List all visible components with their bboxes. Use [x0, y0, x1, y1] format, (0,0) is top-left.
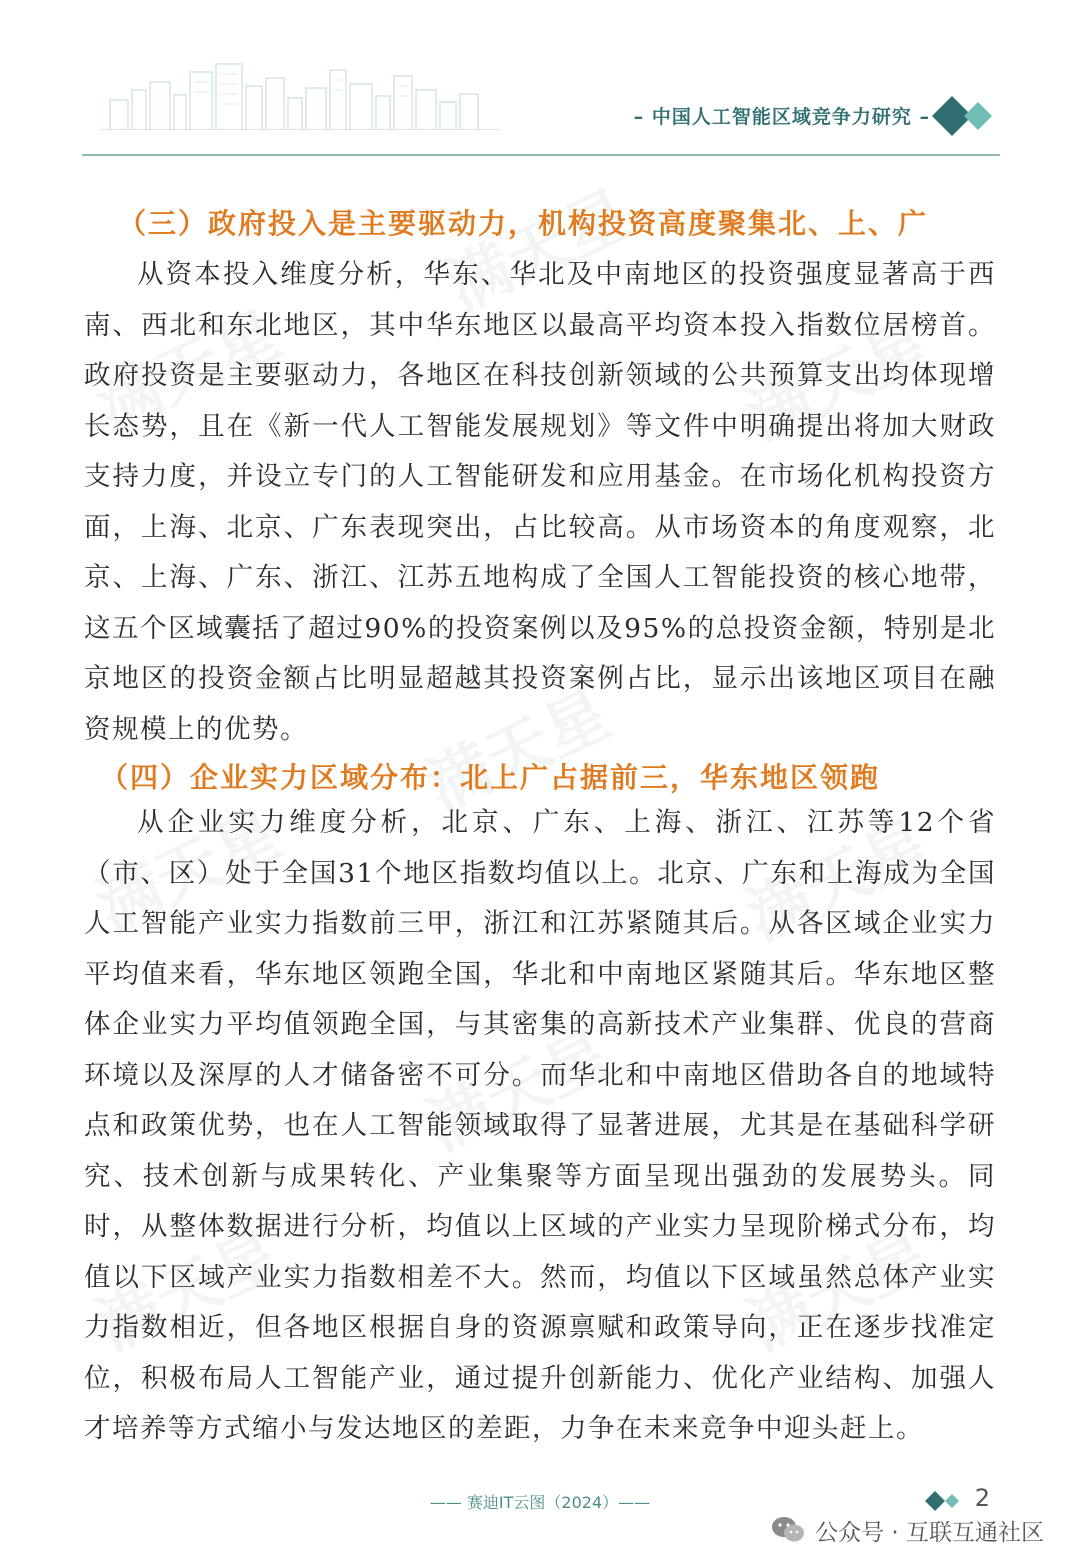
header-divider: [82, 154, 1000, 156]
section-heading: （四）企业实力区域分布：北上广占据前三，华东地区领跑: [100, 761, 881, 794]
page-number: 2: [974, 1484, 990, 1512]
watermark: 满天星: [415, 1017, 622, 1166]
watermark: 满天星: [735, 807, 942, 956]
watermark: 满天星: [735, 307, 942, 456]
footer-publisher: —— 赛迪IT云图（2024）——: [429, 1493, 651, 1512]
section-paragraph: 从资本投入维度分析，华东、华北及中南地区的投资强度显著高于西南、西北和东北地区，其中华东地区以最高平均资本投入指数位居榜首。政府投资是主要驱动力，各地区在科技创新领域的公共预算支出均体现增长态势，且在《新一代人工智能发展规划》等文件中明确提出将加大财政支持力度，并设立专门的人工智能研发和应用基金。在市场化机构投资方面，上海、北京、广东表现突出，占比较高。从市场资本的角度观察，北京、上海、广东、浙江、江苏五地构成了全国人工智能投资的核心地带，这五个区域囊括了超过90%的投资案例以及95%的总投资金额，特别是北京地区的投资金额占比明显超越其投资案例占比，显示出该地区项目在融资规模上的优势。: [84, 259, 996, 745]
header-diamond-icon: [932, 94, 1002, 138]
watermark: 满天星: [85, 1217, 292, 1366]
header-title: – 中国人工智能区域竞争力研究 –: [633, 106, 930, 128]
wechat-account-badge[interactable]: [771, 1512, 1044, 1548]
wechat-icon: [771, 1515, 805, 1545]
footer-diamond-icon: [924, 1490, 968, 1512]
watermark: 满天星: [85, 797, 292, 946]
section-heading: （三）政府投入是主要驱动力，机构投资高度聚集北、上、广: [118, 207, 929, 240]
watermark: 满天星: [735, 1217, 942, 1366]
wechat-account-label: 公众号 · 互联互通社区: [815, 1519, 1044, 1546]
watermark: 满天星: [435, 177, 642, 326]
section-paragraph: 从企业实力维度分析，北京、广东、上海、浙江、江苏等12个省（市、区）处于全国31个地区指数均值以上。北京、广东和上海成为全国人工智能产业实力指数前三甲，浙江和江苏紧随其后。从各区域企业实力平均值来看，华东地区领跑全国，华北和中南地区紧随其后。华东地区整体企业实力平均值领跑全国，与其密集的高新技术产业集群、优良的营商环境以及深厚的人才储备密不可分。而华北和中南地区借助各自的地域特点和政策优势，也在人工智能领域取得了显著进展，尤其是在基础科学研究、技术创新与成果转化、产业集聚等方面呈现出强劲的发展势头。同时，从整体数据进行分析，均值以上区域的产业实力呈现阶梯式分布，均值以下区域产业实力指数相差不大。然而，均值以下区域虽然总体产业实力指数相近，但各地区根据自身的资源禀赋和政策导向，正在逐步找准定位，积极布局人工智能产业，通过提升创新能力、优化产业结构、加强人才培养等方式缩小与发达地区的差距，力争在未来竞争中迎头赶上。: [84, 807, 996, 1444]
watermark: 满天星: [415, 677, 622, 826]
watermark: 满天星: [85, 297, 292, 446]
city-skyline-illustration: [100, 60, 500, 130]
